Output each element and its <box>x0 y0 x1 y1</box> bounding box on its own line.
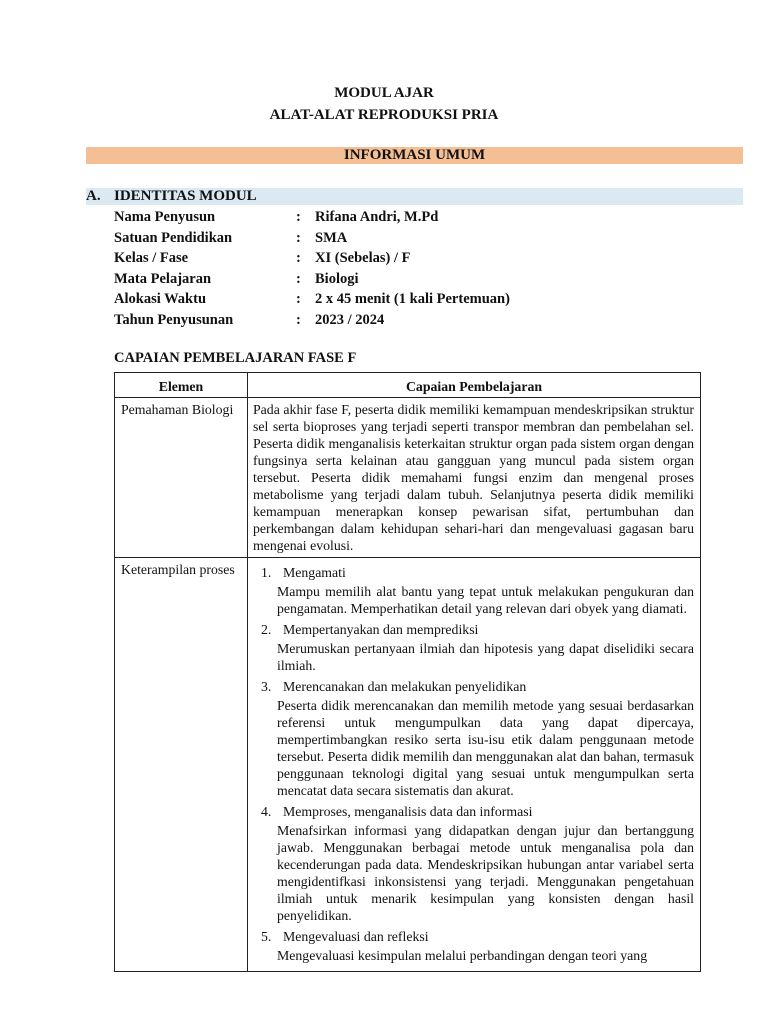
header-capaian: Capaian Pembelajaran <box>248 373 701 398</box>
identity-label: Satuan Pendidikan <box>114 230 233 246</box>
identity-colon: : <box>296 250 301 266</box>
document-subtitle: ALAT-ALAT REPRODUKSI PRIA <box>269 107 499 123</box>
identity-colon: : <box>296 230 301 246</box>
list-item <box>253 678 694 799</box>
list-item <box>253 621 694 674</box>
identity-colon: : <box>296 271 301 287</box>
item-title: Mengamati <box>283 565 346 580</box>
item-description: Mampu memilih alat bantu yang tepat untuk melakukan pengukuran dan pengamatan. Memperhatikan detail yang relevan dari obyek yang diamati. <box>277 584 694 616</box>
identity-value: SMA <box>315 230 348 246</box>
item-number: 3. <box>261 679 272 694</box>
identity-value: Biologi <box>315 271 359 287</box>
element-cell: Pemahaman Biologi <box>115 398 248 558</box>
document-title: MODUL AJAR <box>334 85 434 101</box>
process-list <box>253 564 694 964</box>
section-a-title: IDENTITAS MODUL <box>114 188 257 204</box>
identity-value: Rifana Andri, M.Pd <box>315 209 439 225</box>
identity-colon: : <box>296 312 301 328</box>
section-a-letter: A. <box>86 188 101 204</box>
item-number: 5. <box>261 929 272 944</box>
item-description: Peserta didik merencanakan dan memilih metode yang sesuai berdasarkan referensi untuk mengumpulkan data yang dapat dipercaya, mempertimbangkan resiko serta isu-isu etik dalam penggunaan metode tersebut. Peserta didik memilih dan menggunakan alat dan bahan, termasuk penggunaan teknologi digital yang sesuai untuk mengumpulkan serta mencatat data secara sistematis dan akurat. <box>277 698 694 798</box>
item-description: Mengevaluasi kesimpulan melalui perbandingan dengan teori yang <box>277 948 648 963</box>
identity-value: 2023 / 2024 <box>315 312 385 328</box>
capaian-title: CAPAIAN PEMBELAJARAN FASE F <box>114 350 357 366</box>
item-description: Menafsirkan informasi yang didapatkan dengan jujur dan bertanggung jawab. Menggunakan berbagai metode untuk menganalisa pola dan kecenderungan pada data. Mendeskripsikan hubungan antar variabel serta mengidentifkasi inkonsistensi yang terjadi. Menggunakan pengetahuan ilmiah untuk menarik kesimpulan yang konsisten dengan hasil penyelidikan. <box>277 823 694 923</box>
table-row <box>115 398 701 558</box>
item-number: 2. <box>261 622 272 637</box>
identity-label: Nama Penyusun <box>114 209 216 225</box>
identity-value: 2 x 45 menit (1 kali Pertemuan) <box>315 291 510 307</box>
list-item <box>253 564 694 617</box>
identity-colon: : <box>296 291 301 307</box>
identity-value: XI (Sebelas) / F <box>315 250 411 266</box>
table-row <box>115 558 701 972</box>
identity-label: Alokasi Waktu <box>114 291 207 307</box>
pemahaman-text: Pada akhir fase F, peserta didik memiliki kemampuan mendeskripsikan struktur sel serta bioproses yang terjadi seperti transpor membran dan pembelahan sel. Peserta didik menganalisis keterkaitan struktur organ pada sistem organ dengan fungsinya serta kelainan atau gangguan yang muncul pada sistem organ tersebut. Peserta didik memahami fungsi enzim dan mengenal proses metabolisme yang terjadi dalam tubuh. Selanjutnya peserta didik memiliki kemampuan menerapkan konsep pewarisan sifat, pertumbuhan dan perkembangan dalam kehidupan sehari-hari dan mengevaluasi gagasan baru mengenai evolusi. <box>248 398 701 558</box>
list-item <box>253 803 694 924</box>
info-banner: INFORMASI UMUM <box>86 147 743 164</box>
item-title: Mengevaluasi dan refleksi <box>283 929 429 944</box>
item-title: Memproses, menganalisis data dan informasi <box>283 804 533 819</box>
item-title: Merencanakan dan melakukan penyelidikan <box>283 679 527 694</box>
element-cell: Keterampilan proses <box>115 558 248 972</box>
identity-label: Kelas / Fase <box>114 250 189 266</box>
capaian-table <box>114 372 701 972</box>
identity-colon: : <box>296 209 301 225</box>
identity-label: Tahun Penyusunan <box>114 312 234 328</box>
item-description: Merumuskan pertanyaan ilmiah dan hipotesis yang dapat diselidiki secara ilmiah. <box>277 641 694 673</box>
item-number: 1. <box>261 565 272 580</box>
list-item <box>253 928 694 964</box>
header-elemen: Elemen <box>115 373 248 398</box>
identity-label: Mata Pelajaran <box>114 271 212 287</box>
item-number: 4. <box>261 804 272 819</box>
table-header-row <box>115 373 701 398</box>
keterampilan-cell <box>248 558 701 972</box>
item-title: Mempertanyakan dan memprediksi <box>283 622 479 637</box>
